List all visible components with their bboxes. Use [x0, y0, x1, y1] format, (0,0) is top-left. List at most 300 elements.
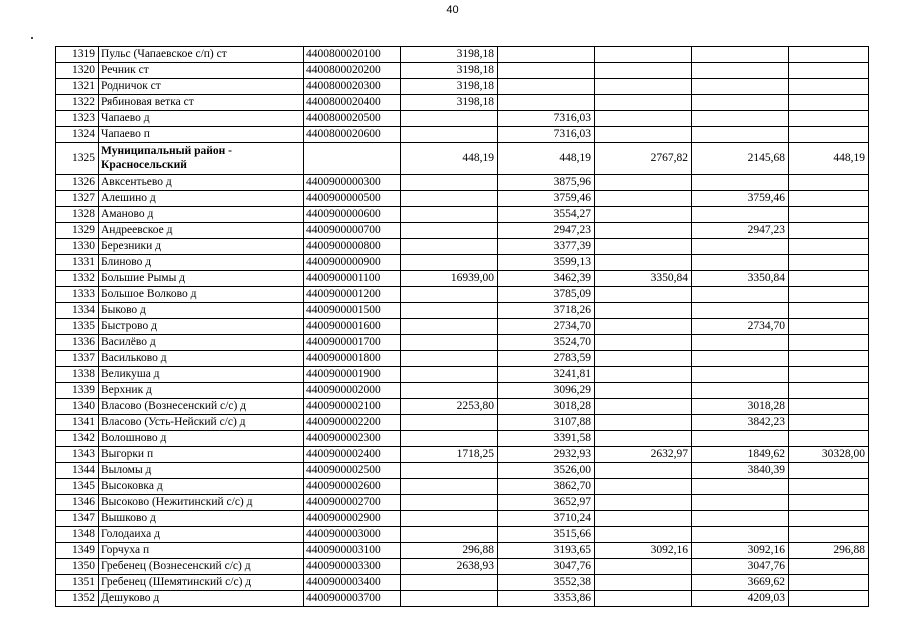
settlement-name: Быково д: [99, 303, 304, 319]
value-col-1: [401, 223, 498, 239]
value-col-4: 2145,68: [692, 143, 789, 175]
value-col-2: 2783,59: [498, 351, 595, 367]
page-number: 40: [446, 4, 459, 16]
settlement-name: Алешино д: [99, 191, 304, 207]
settlement-name: Авксентьево д: [99, 175, 304, 191]
value-col-3: [595, 239, 692, 255]
settlement-code: 4400900002400: [304, 447, 401, 463]
value-col-2: 3524,70: [498, 335, 595, 351]
value-col-4: [692, 335, 789, 351]
value-col-5: [789, 335, 869, 351]
value-col-2: [498, 47, 595, 63]
value-col-4: [692, 63, 789, 79]
value-col-1: [401, 127, 498, 143]
settlement-name: Гребенец (Вознесенский с/с) д: [99, 559, 304, 575]
value-col-1: [401, 175, 498, 191]
value-col-4: [692, 383, 789, 399]
row-number: 1332: [56, 271, 99, 287]
row-number: 1325: [56, 143, 99, 175]
value-col-5: [789, 287, 869, 303]
value-col-5: [789, 127, 869, 143]
table-row: [56, 511, 869, 527]
value-col-5: [789, 63, 869, 79]
table-row: [56, 591, 869, 607]
tariff-table: [55, 46, 869, 607]
row-number: 1326: [56, 175, 99, 191]
value-col-4: 3018,28: [692, 399, 789, 415]
value-col-5: [789, 111, 869, 127]
row-number: 1346: [56, 495, 99, 511]
table-row: [56, 127, 869, 143]
table-row: [56, 319, 869, 335]
table-row: [56, 79, 869, 95]
value-col-2: 3862,70: [498, 479, 595, 495]
settlement-code: 4400900001700: [304, 335, 401, 351]
value-col-3: [595, 303, 692, 319]
settlement-name: Вышково д: [99, 511, 304, 527]
settlement-code: 4400900000800: [304, 239, 401, 255]
value-col-3: [595, 367, 692, 383]
settlement-code: 4400900002700: [304, 495, 401, 511]
value-col-3: [595, 127, 692, 143]
value-col-3: [595, 319, 692, 335]
settlement-code: 4400800020400: [304, 95, 401, 111]
settlement-name: Выломы д: [99, 463, 304, 479]
value-col-4: [692, 207, 789, 223]
value-col-4: [692, 111, 789, 127]
row-number: 1334: [56, 303, 99, 319]
value-col-3: 2632,97: [595, 447, 692, 463]
settlement-code: 4400900001900: [304, 367, 401, 383]
value-col-2: 3391,58: [498, 431, 595, 447]
settlement-name: Муниципальный район - Красносельский: [99, 143, 304, 175]
value-col-5: [789, 399, 869, 415]
value-col-1: 3198,18: [401, 95, 498, 111]
value-col-1: [401, 527, 498, 543]
value-col-5: [789, 255, 869, 271]
row-number: 1335: [56, 319, 99, 335]
value-col-4: 3047,76: [692, 559, 789, 575]
settlement-name: Выгорки п: [99, 447, 304, 463]
scan-dot: [31, 37, 33, 39]
table-row: [56, 399, 869, 415]
value-col-3: [595, 527, 692, 543]
settlement-name: Андреевское д: [99, 223, 304, 239]
row-number: 1330: [56, 239, 99, 255]
value-col-1: 1718,25: [401, 447, 498, 463]
settlement-code: 4400900001600: [304, 319, 401, 335]
table-row: [56, 175, 869, 191]
settlement-name: Быстрово д: [99, 319, 304, 335]
value-col-3: [595, 223, 692, 239]
value-col-1: [401, 239, 498, 255]
table-row: [56, 543, 869, 559]
row-number: 1351: [56, 575, 99, 591]
settlement-code: 4400900001100: [304, 271, 401, 287]
value-col-5: [789, 383, 869, 399]
value-col-2: 3018,28: [498, 399, 595, 415]
row-number: 1343: [56, 447, 99, 463]
value-col-5: [789, 175, 869, 191]
settlement-name: Речник ст: [99, 63, 304, 79]
settlement-code: 4400900002300: [304, 431, 401, 447]
value-col-1: [401, 335, 498, 351]
value-col-3: [595, 399, 692, 415]
settlement-name: Блиново д: [99, 255, 304, 271]
value-col-4: 3842,23: [692, 415, 789, 431]
row-number: 1320: [56, 63, 99, 79]
value-col-4: [692, 431, 789, 447]
settlement-code: 4400800020500: [304, 111, 401, 127]
settlement-name: Большие Рымы д: [99, 271, 304, 287]
value-col-2: 3554,27: [498, 207, 595, 223]
settlement-code: 4400800020300: [304, 79, 401, 95]
value-col-2: 3759,46: [498, 191, 595, 207]
settlement-name: Высоковка д: [99, 479, 304, 495]
row-number: 1327: [56, 191, 99, 207]
settlement-name: Пульс (Чапаевское с/п) ст: [99, 47, 304, 63]
table-row: [56, 255, 869, 271]
value-col-3: [595, 591, 692, 607]
value-col-4: 3669,62: [692, 575, 789, 591]
row-number: 1324: [56, 127, 99, 143]
value-col-2: 3652,97: [498, 495, 595, 511]
table-row: [56, 95, 869, 111]
value-col-3: [595, 207, 692, 223]
value-col-2: 7316,03: [498, 111, 595, 127]
value-col-2: 448,19: [498, 143, 595, 175]
settlement-code: 4400900002900: [304, 511, 401, 527]
value-col-5: [789, 415, 869, 431]
row-number: 1344: [56, 463, 99, 479]
table-body: [56, 47, 869, 607]
settlement-code: [304, 143, 401, 175]
value-col-3: [595, 47, 692, 63]
value-col-5: [789, 367, 869, 383]
row-number: 1323: [56, 111, 99, 127]
value-col-3: [595, 383, 692, 399]
value-col-4: 1849,62: [692, 447, 789, 463]
settlement-code: 4400800020200: [304, 63, 401, 79]
value-col-3: [595, 335, 692, 351]
value-col-4: [692, 287, 789, 303]
value-col-2: 2932,93: [498, 447, 595, 463]
value-col-2: 3718,26: [498, 303, 595, 319]
settlement-name: Василёво д: [99, 335, 304, 351]
value-col-5: [789, 591, 869, 607]
table-row: [56, 207, 869, 223]
value-col-1: [401, 479, 498, 495]
value-col-2: 3710,24: [498, 511, 595, 527]
value-col-2: 2947,23: [498, 223, 595, 239]
value-col-1: 2253,80: [401, 399, 498, 415]
value-col-3: [595, 415, 692, 431]
value-col-5: [789, 495, 869, 511]
value-col-3: [595, 575, 692, 591]
value-col-5: 296,88: [789, 543, 869, 559]
row-number: 1339: [56, 383, 99, 399]
value-col-1: [401, 303, 498, 319]
settlement-code: 4400800020100: [304, 47, 401, 63]
value-col-3: [595, 175, 692, 191]
table-row: [56, 415, 869, 431]
value-col-4: [692, 255, 789, 271]
value-col-1: [401, 367, 498, 383]
value-col-4: [692, 511, 789, 527]
value-col-2: [498, 63, 595, 79]
value-col-1: [401, 511, 498, 527]
value-col-1: 3198,18: [401, 63, 498, 79]
value-col-1: [401, 191, 498, 207]
row-number: 1336: [56, 335, 99, 351]
value-col-1: [401, 111, 498, 127]
value-col-5: [789, 47, 869, 63]
value-col-1: 296,88: [401, 543, 498, 559]
value-col-4: [692, 367, 789, 383]
value-col-3: [595, 511, 692, 527]
value-col-3: [595, 351, 692, 367]
value-col-5: [789, 575, 869, 591]
table-row: [56, 575, 869, 591]
settlement-code: 4400900000900: [304, 255, 401, 271]
table-row: [56, 303, 869, 319]
table-row: [56, 559, 869, 575]
value-col-2: 3552,38: [498, 575, 595, 591]
settlement-code: 4400900003400: [304, 575, 401, 591]
value-col-1: [401, 463, 498, 479]
value-col-4: [692, 495, 789, 511]
value-col-3: [595, 95, 692, 111]
table-row: [56, 239, 869, 255]
table-row: [56, 447, 869, 463]
value-col-2: 3241,81: [498, 367, 595, 383]
settlement-code: 4400900003300: [304, 559, 401, 575]
value-col-5: [789, 319, 869, 335]
value-col-3: [595, 479, 692, 495]
settlement-name: Власово (Вознесенский с/с) д: [99, 399, 304, 415]
settlement-code: 4400900000700: [304, 223, 401, 239]
table-row: [56, 495, 869, 511]
value-col-1: [401, 255, 498, 271]
table-row: [56, 63, 869, 79]
settlement-name: Верхник д: [99, 383, 304, 399]
table-row: [56, 271, 869, 287]
value-col-4: 2734,70: [692, 319, 789, 335]
value-col-4: [692, 95, 789, 111]
value-col-1: 448,19: [401, 143, 498, 175]
value-col-3: [595, 255, 692, 271]
value-col-4: 3840,39: [692, 463, 789, 479]
value-col-5: [789, 95, 869, 111]
row-number: 1352: [56, 591, 99, 607]
value-col-2: 3515,66: [498, 527, 595, 543]
value-col-2: 3107,88: [498, 415, 595, 431]
value-col-1: [401, 431, 498, 447]
table-row: [56, 287, 869, 303]
table-row: [56, 351, 869, 367]
settlement-name: Родничок ст: [99, 79, 304, 95]
row-number: 1337: [56, 351, 99, 367]
value-col-3: 3350,84: [595, 271, 692, 287]
value-col-4: [692, 127, 789, 143]
row-number: 1338: [56, 367, 99, 383]
row-number: 1342: [56, 431, 99, 447]
value-col-1: [401, 495, 498, 511]
value-col-2: 3353,86: [498, 591, 595, 607]
settlement-code: 4400900002600: [304, 479, 401, 495]
table-row: [56, 431, 869, 447]
table-row: [56, 47, 869, 63]
value-col-5: [789, 79, 869, 95]
settlement-name: Великуша д: [99, 367, 304, 383]
value-col-5: [789, 559, 869, 575]
value-col-1: 3198,18: [401, 79, 498, 95]
value-col-4: 2947,23: [692, 223, 789, 239]
value-col-3: [595, 79, 692, 95]
value-col-5: [789, 479, 869, 495]
settlement-code: 4400900000500: [304, 191, 401, 207]
value-col-1: [401, 591, 498, 607]
settlement-name: Большое Волково д: [99, 287, 304, 303]
settlement-name: Власово (Усть-Нейский с/с) д: [99, 415, 304, 431]
value-col-2: 7316,03: [498, 127, 595, 143]
table-row: [56, 367, 869, 383]
row-number: 1329: [56, 223, 99, 239]
settlement-code: 4400900003100: [304, 543, 401, 559]
value-col-4: [692, 479, 789, 495]
row-number: 1340: [56, 399, 99, 415]
value-col-5: [789, 207, 869, 223]
value-col-3: [595, 431, 692, 447]
row-number: 1319: [56, 47, 99, 63]
settlement-code: 4400900001200: [304, 287, 401, 303]
value-col-5: [789, 463, 869, 479]
settlement-name: Высоково (Нежитинский с/с) д: [99, 495, 304, 511]
value-col-4: 3759,46: [692, 191, 789, 207]
table-row: [56, 527, 869, 543]
value-col-2: 3377,39: [498, 239, 595, 255]
value-col-5: [789, 351, 869, 367]
value-col-2: [498, 79, 595, 95]
value-col-4: [692, 527, 789, 543]
value-col-2: 2734,70: [498, 319, 595, 335]
value-col-3: [595, 111, 692, 127]
table-row: [56, 191, 869, 207]
value-col-2: [498, 95, 595, 111]
settlement-code: 4400900001800: [304, 351, 401, 367]
row-number: 1333: [56, 287, 99, 303]
settlement-code: 4400900003000: [304, 527, 401, 543]
settlement-code: 4400900002200: [304, 415, 401, 431]
row-number: 1321: [56, 79, 99, 95]
settlement-name: Волошново д: [99, 431, 304, 447]
settlement-code: 4400900001500: [304, 303, 401, 319]
settlement-name: Васильково д: [99, 351, 304, 367]
settlement-name: Березники д: [99, 239, 304, 255]
value-col-1: [401, 319, 498, 335]
row-number: 1350: [56, 559, 99, 575]
row-number: 1345: [56, 479, 99, 495]
value-col-4: 3350,84: [692, 271, 789, 287]
value-col-4: [692, 351, 789, 367]
table-row: [56, 335, 869, 351]
value-col-2: 3047,76: [498, 559, 595, 575]
value-col-5: [789, 511, 869, 527]
value-col-2: 3599,13: [498, 255, 595, 271]
table-row: [56, 383, 869, 399]
value-col-5: [789, 431, 869, 447]
settlement-name: Дешуково д: [99, 591, 304, 607]
settlement-code: 4400900000600: [304, 207, 401, 223]
settlement-code: 4400900002100: [304, 399, 401, 415]
value-col-1: [401, 575, 498, 591]
table-row: [56, 143, 869, 175]
value-col-4: [692, 303, 789, 319]
row-number: 1331: [56, 255, 99, 271]
value-col-1: [401, 351, 498, 367]
value-col-4: [692, 175, 789, 191]
row-number: 1347: [56, 511, 99, 527]
row-number: 1341: [56, 415, 99, 431]
value-col-5: [789, 223, 869, 239]
value-col-1: 2638,93: [401, 559, 498, 575]
value-col-3: [595, 463, 692, 479]
value-col-4: [692, 239, 789, 255]
value-col-5: 448,19: [789, 143, 869, 175]
value-col-2: 3193,65: [498, 543, 595, 559]
value-col-2: 3875,96: [498, 175, 595, 191]
settlement-code: 4400900000300: [304, 175, 401, 191]
value-col-3: [595, 495, 692, 511]
value-col-5: [789, 239, 869, 255]
settlement-name: Аманово д: [99, 207, 304, 223]
settlement-name: Горчуха п: [99, 543, 304, 559]
row-number: 1349: [56, 543, 99, 559]
settlement-name: Голодаиха д: [99, 527, 304, 543]
table-row: [56, 463, 869, 479]
value-col-3: [595, 287, 692, 303]
value-col-5: [789, 303, 869, 319]
settlement-code: 4400900002500: [304, 463, 401, 479]
settlement-name: Чапаево п: [99, 127, 304, 143]
value-col-5: [789, 191, 869, 207]
value-col-5: 30328,00: [789, 447, 869, 463]
settlement-code: 4400800020600: [304, 127, 401, 143]
value-col-3: [595, 191, 692, 207]
value-col-1: 16939,00: [401, 271, 498, 287]
settlement-code: 4400900003700: [304, 591, 401, 607]
value-col-2: 3096,29: [498, 383, 595, 399]
table-row: [56, 223, 869, 239]
value-col-3: 3092,16: [595, 543, 692, 559]
settlement-code: 4400900002000: [304, 383, 401, 399]
value-col-1: [401, 415, 498, 431]
value-col-3: 2767,82: [595, 143, 692, 175]
row-number: 1322: [56, 95, 99, 111]
value-col-1: [401, 287, 498, 303]
value-col-2: 3462,39: [498, 271, 595, 287]
table-row: [56, 479, 869, 495]
value-col-4: 4209,03: [692, 591, 789, 607]
settlement-name: Чапаево д: [99, 111, 304, 127]
value-col-1: [401, 207, 498, 223]
row-number: 1348: [56, 527, 99, 543]
value-col-1: [401, 383, 498, 399]
value-col-1: 3198,18: [401, 47, 498, 63]
value-col-5: [789, 271, 869, 287]
value-col-3: [595, 559, 692, 575]
value-col-4: [692, 47, 789, 63]
